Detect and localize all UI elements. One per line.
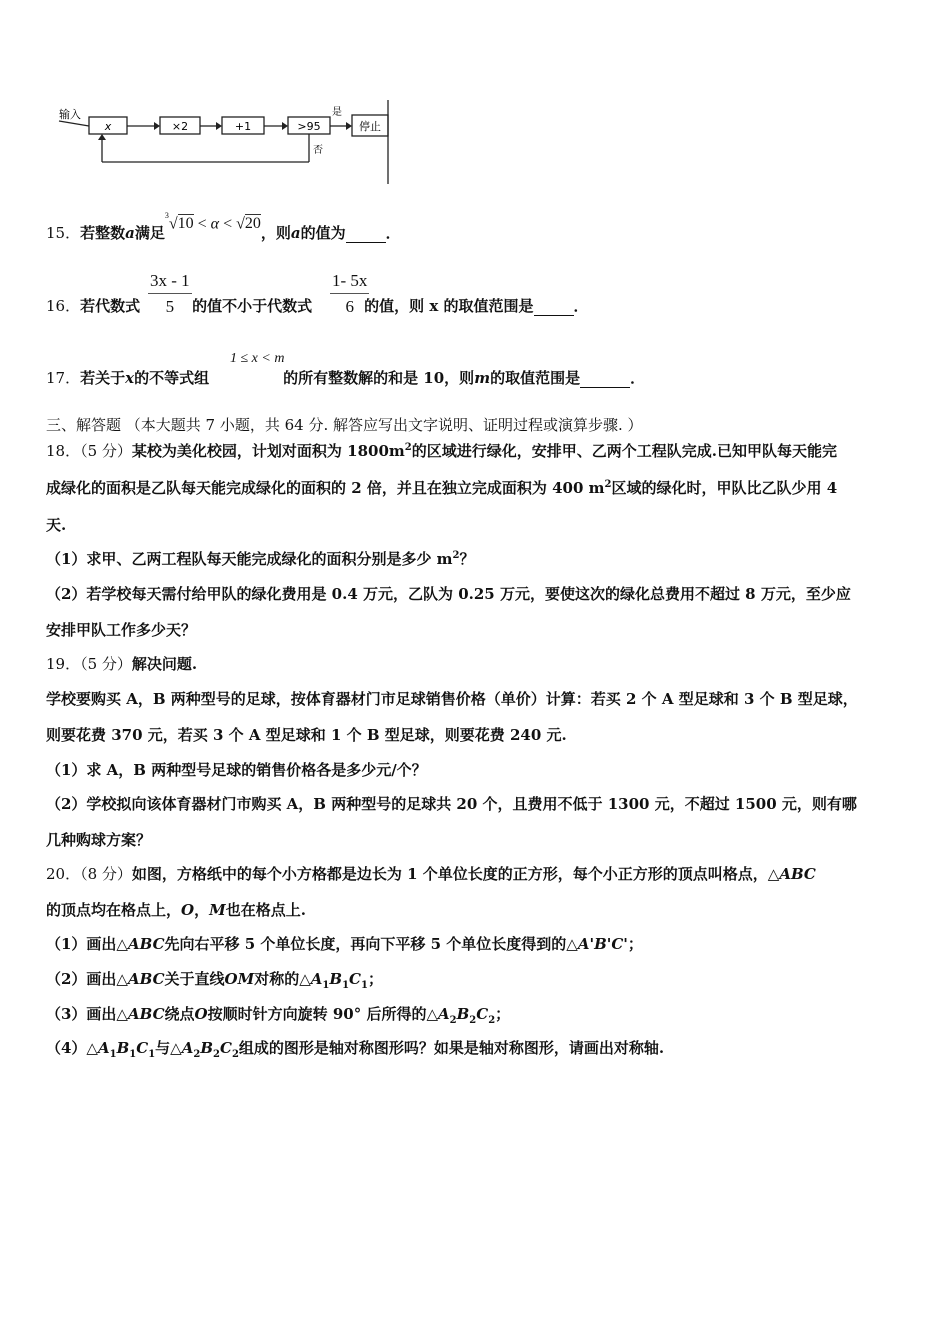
question-20-part-1: （1）画出△ABC先向右平移 5 个单位长度，再向下平移 5 个单位长度得到的△A'B'C'； [46, 935, 643, 953]
flowchart-box-x-label: x [104, 120, 112, 133]
question-20-part-4: $(4)\triangle A_1B_1C_1$与$\triangle A_2B_2C_2$组成的图形是轴对称图形吗？如果是轴对称图形，请画出对称轴. [46, 1039, 665, 1060]
flowchart-input-label: 输入 [59, 108, 81, 121]
question-18-part-1: （1）求甲、乙两工程队每天能完成绿化的面积分别是多少 $m^2$？ [46, 550, 475, 568]
question-19-part-2b: 几种购球方案？ [46, 831, 152, 849]
flowchart-no-label: 否 [313, 145, 323, 156]
flowchart-box-gt95-label: >95 [297, 120, 321, 133]
question-16: 16．若代数式 的值不小于代数式 的值，则 x 的取值范围是 ． [46, 297, 589, 315]
question-18-line-1: 18．（5 分）某校为美化校园，计划对面积为 $1800m^2$的区域进行绿化，安排甲、乙两个工程队完成.已知甲队每天能完 [46, 442, 837, 460]
radical-inequality: $^3$√10 < α < √20 [164, 210, 261, 232]
answer-blank [580, 369, 630, 388]
question-18-part-2a: （2）若学校每天需付给甲队的绿化费用是 0.4 万元，乙队为 0.25 万元，要使这次的绿化总费用不超过 8 万元，至少应 [46, 585, 851, 603]
flowchart-figure [56, 98, 396, 186]
question-20-part-2: （2）画出△ABC关于直线OM对称的$\triangle A_1B_1C_1$； [46, 970, 383, 991]
flowchart-box-times2-label: ×2 [171, 120, 189, 133]
question-19-line-1: 19．（5 分）解决问题. [46, 655, 198, 673]
inequality-system: 1 ≤ x < m [230, 351, 285, 366]
flowchart-box-plus1-label: +1 [234, 120, 252, 133]
question-18-line-2: 成绿化的面积是乙队每天能完成绿化的面积的 2 倍，并且在独立完成面积为 400 $m^2$区域的绿化时，甲队比乙队少用 4 [46, 479, 838, 497]
question-18-line-3: 天. [46, 516, 67, 534]
question-19-part-2a: （2）学校拟向该体育器材门市购买 A，B 两种型号的足球共 20 个，且费用不低于 1300 元，不超过 1500 元，则有哪 [46, 795, 857, 813]
question-number: 17． [46, 369, 81, 387]
question-19-line-2: 学校要购买 A，B 两种型号的足球，按体育器材门市足球销售价格（单价）计算：若买 2 个 A 型足球和 3 个 B 型足球， [46, 690, 858, 708]
question-number: 15． [46, 224, 81, 242]
question-20-part-3: （3）画出△ABC绕点O按顺时针方向旋转 90° 后所得的$\triangle A_2B_2C_2$； [46, 1005, 511, 1026]
question-19-line-3: 则要花费 370 元，若买 3 个 A 型足球和 1 个 B 型足球，则要花费 240 元. [46, 726, 567, 744]
flowchart-yes-label: 是 [332, 107, 342, 118]
question-20-line-2: 的顶点均在格点上，O，M也在格点上. [46, 901, 306, 919]
question-number: 16． [46, 297, 81, 315]
answer-blank [346, 224, 386, 243]
question-18-part-2b: 安排甲队工作多少天？ [46, 621, 197, 639]
fraction-2: 1- 5x 6 [332, 271, 368, 316]
answer-blank [534, 297, 574, 316]
question-15: 15．若整数a满足$^3$√10 < α < √20，则a的值为 ． [46, 210, 401, 242]
flowchart-box-stop-label: 停止 [359, 120, 381, 133]
question-17: 17．若关于x的不等式组 的所有整数解的和是 10，则m的取值范围是 ． [46, 369, 646, 387]
fraction-1: 3x - 1 5 [150, 271, 190, 316]
question-20-line-1: 20．（8 分）如图，方格纸中的每个小方格都是边长为 1 个单位长度的正方形，每个小正方形的顶点叫格点，△ABC [46, 865, 816, 883]
section-heading: 三、解答题 （本大题共 7 小题，共 64 分. 解答应写出文字说明、证明过程或演算步骤. ） [46, 416, 643, 434]
question-19-part-1: （1）求 A，B 两种型号足球的销售价格各是多少元/个？ [46, 761, 427, 779]
